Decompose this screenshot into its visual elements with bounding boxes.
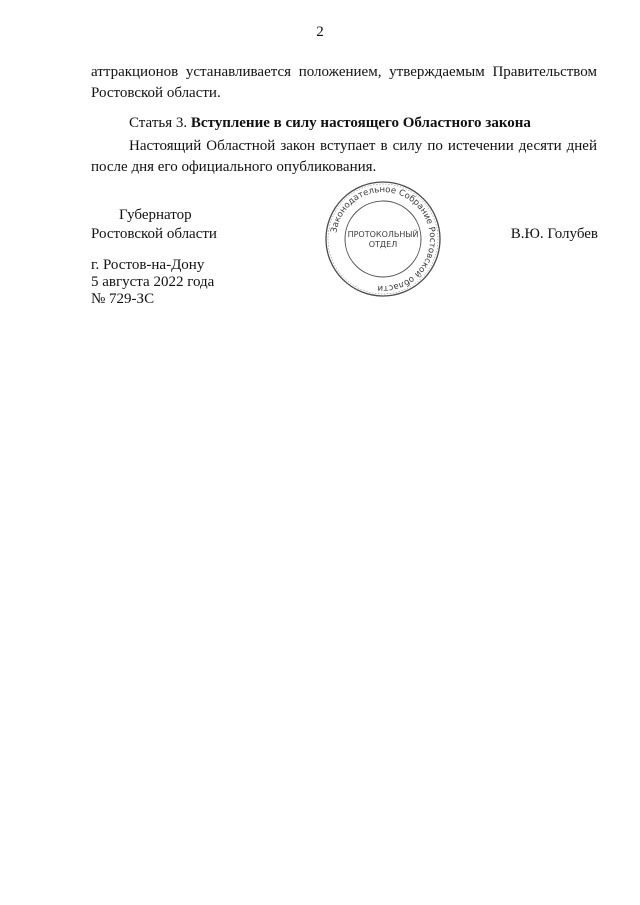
city: г. Ростов-на-Дону xyxy=(91,257,205,273)
seal-ring-text: Законодательное Собрание Ростовской области xyxy=(329,184,438,294)
signatory-position xyxy=(91,206,217,244)
article-label: Статья 3. xyxy=(129,115,188,131)
page-number: 2 xyxy=(316,24,324,40)
place-date-block xyxy=(91,257,214,308)
date: 5 августа 2022 года xyxy=(91,274,215,290)
official-seal xyxy=(324,180,442,298)
article-heading xyxy=(91,113,597,134)
seal-center-line1: ПРОТОКОЛЬНЫЙ xyxy=(347,230,419,239)
law-number: № 729-ЗС xyxy=(91,291,155,307)
seal-center-line2: ОТДЕЛ xyxy=(368,240,398,249)
article-title: Вступление в силу настоящего Областного закона xyxy=(190,115,531,131)
paragraph-continuation: аттракционов устанавливается положением, утверждаемым Правительством Ростовской области. xyxy=(91,64,597,101)
signatory-name: В.Ю. Голубев xyxy=(510,226,598,242)
position-title: Губернатор xyxy=(119,207,192,223)
position-region: Ростовской области xyxy=(91,226,217,242)
paragraph-entry-into-force: Настоящий Областной закон вступает в силу по истечении десяти дней после дня его официального опубликования. xyxy=(91,138,597,175)
